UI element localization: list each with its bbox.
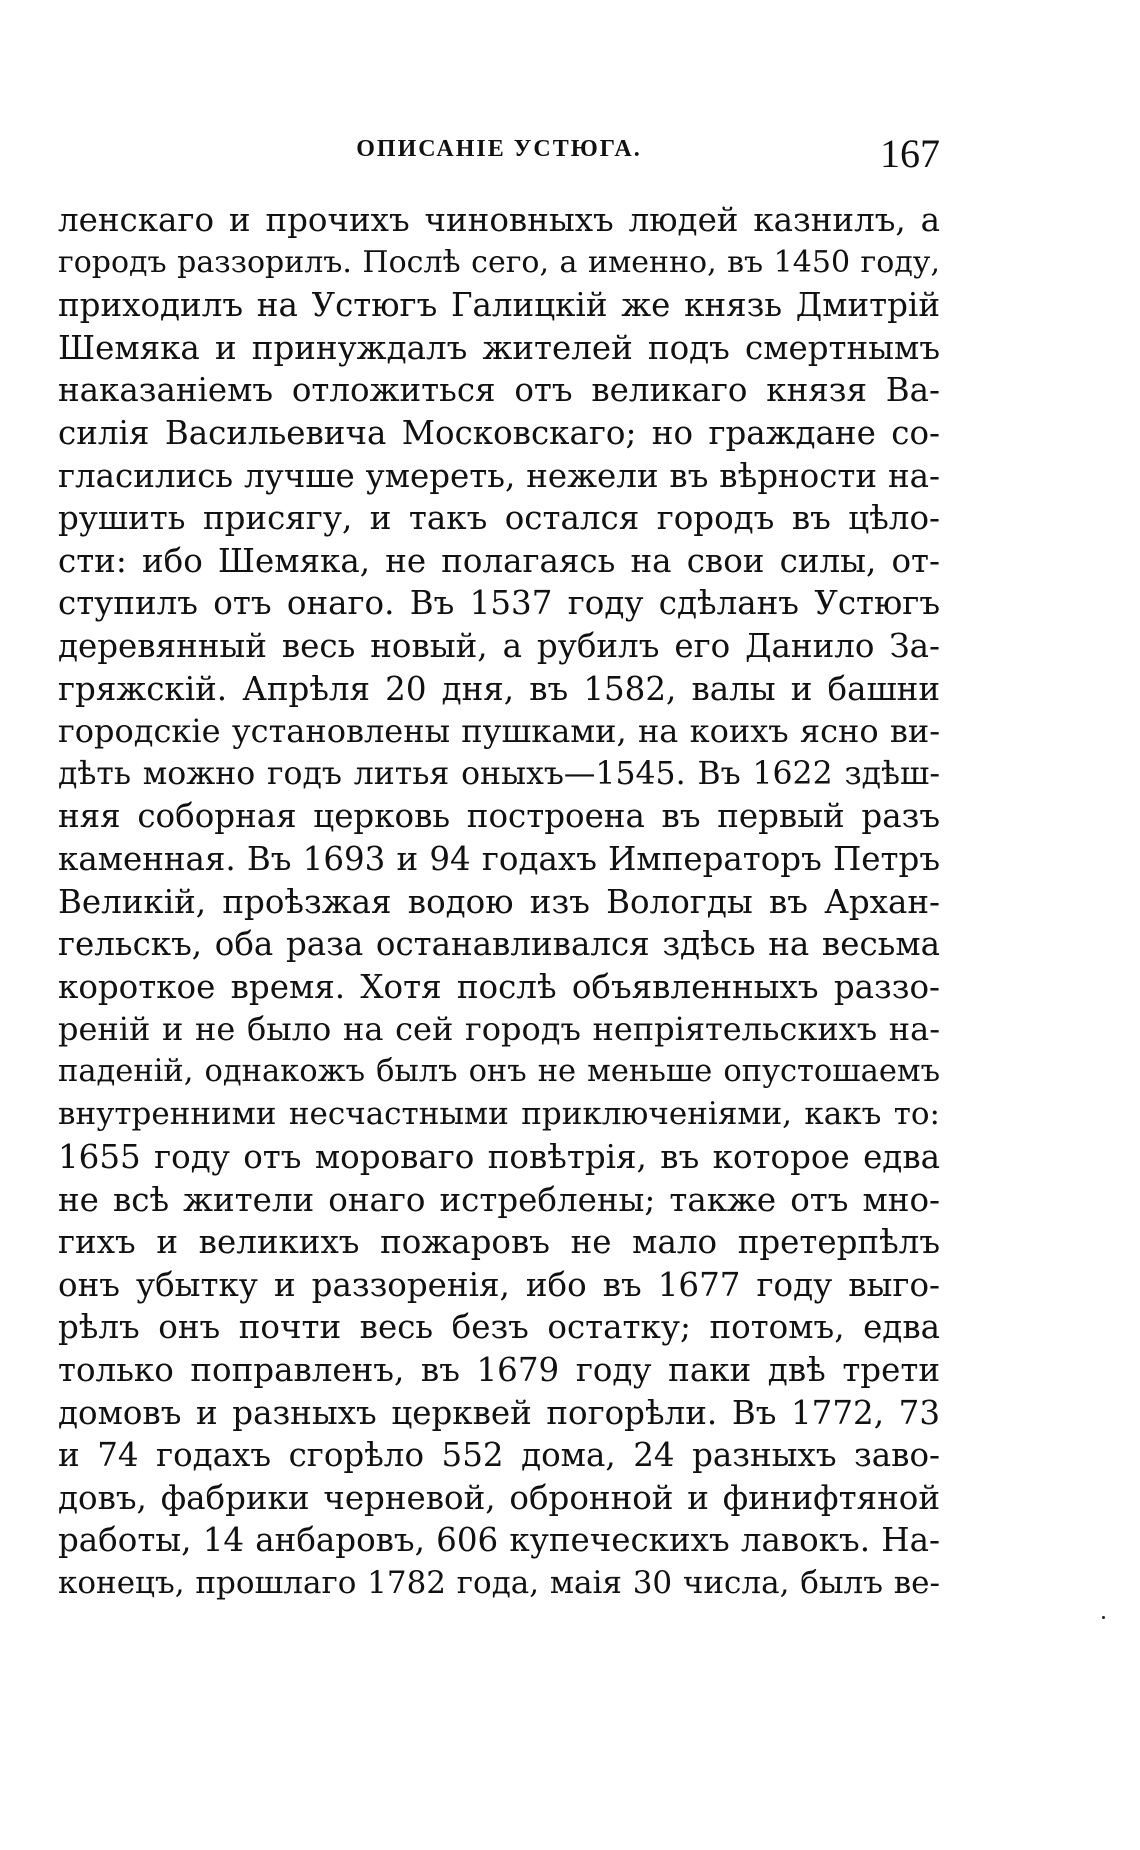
text-line: приходилъ на Устюгъ Галицкій же князь Дмитрій <box>58 286 940 325</box>
text-line: внутренними несчастными приключеніями, какъ то: <box>58 1096 940 1133</box>
text-line: Великій, проѣзжая водою изъ Вологды въ Архан- <box>58 882 940 921</box>
text-line: рушить присягу, и такъ остался городъ въ цѣло- <box>58 499 940 538</box>
text-line: рѣлъ онъ почти весь безъ остатку; потомъ, едва <box>58 1308 940 1347</box>
text-line: домовъ и разныхъ церквей погорѣли. Въ 1772, 73 <box>58 1393 940 1432</box>
text-line: паденій, однакожъ былъ онъ не меньше опустошаемъ <box>58 1053 940 1089</box>
stray-ink-dot <box>1102 1616 1105 1619</box>
text-line: Шемяка и принуждалъ жителей подъ смертнымъ <box>58 328 940 367</box>
text-line: гихъ и великихъ пожаровъ не мало претерпѣлъ <box>58 1223 940 1262</box>
text-line: ступилъ отъ онаго. Въ 1537 году сдѣланъ Устюгъ <box>58 584 940 623</box>
text-line: гельскъ, оба раза останавливался здѣсь на весьма <box>58 925 940 964</box>
text-line: городъ раззорилъ. Послѣ сего, а именно, въ 1450 году, <box>58 244 940 280</box>
page-number: 167 <box>880 131 940 176</box>
running-title: ОПИСАНІЕ УСТЮГА. <box>356 136 642 162</box>
text-line: наказаніемъ отложиться отъ великаго князя Ва- <box>58 371 940 410</box>
page-header <box>58 130 940 180</box>
text-line: только поправленъ, въ 1679 году паки двѣ трети <box>58 1351 940 1390</box>
text-line: деревянный весь новый, а рубилъ его Данило За- <box>58 626 940 665</box>
text-line: гряжскій. Апрѣля 20 дня, въ 1582, валы и башни <box>58 669 940 708</box>
text-line: гласились лучше умереть, нежели въ вѣрности на- <box>58 456 940 495</box>
text-line: дѣть можно годъ литья оныхъ—1545. Въ 1622 здѣш- <box>58 755 940 792</box>
text-line: довъ, фабрики черневой, обронной и финифтяной <box>58 1478 940 1517</box>
text-line: работы, 14 анбаровъ, 606 купеческихъ лавокъ. На- <box>58 1521 940 1560</box>
text-line: онъ убытку и раззоренія, ибо въ 1677 году выго- <box>58 1265 940 1304</box>
text-line: реній и не было на сей городъ непріятельскихъ на- <box>58 1010 940 1049</box>
text-line: няя соборная церковь построена въ первый разъ <box>58 797 940 836</box>
text-line: сти: ибо Шемяка, не полагаясь на свои силы, от- <box>58 541 940 580</box>
text-line: ленскаго и прочихъ чиновныхъ людей казнилъ, а <box>58 201 940 239</box>
text-line: городскіе установлены пушками, на коихъ ясно ви- <box>58 712 940 751</box>
text-line: силія Васильевича Московскаго; но граждане со- <box>58 413 940 452</box>
text-line: 1655 году отъ мороваго повѣтрія, въ которое едва <box>58 1138 940 1177</box>
text-line: не всѣ жители онаго истреблены; также отъ мно- <box>58 1180 940 1219</box>
text-line: каменная. Въ 1693 и 94 годахъ Императоръ Петръ <box>58 839 940 878</box>
text-line: короткое время. Хотя послѣ объявленныхъ раззо- <box>58 967 940 1006</box>
text-line: и 74 годахъ сгорѣло 552 дома, 24 разныхъ заво- <box>58 1436 940 1475</box>
text-line: конецъ, прошлаго 1782 года, маія 30 числа, былъ ве- <box>58 1565 940 1601</box>
body-text <box>58 199 940 1605</box>
